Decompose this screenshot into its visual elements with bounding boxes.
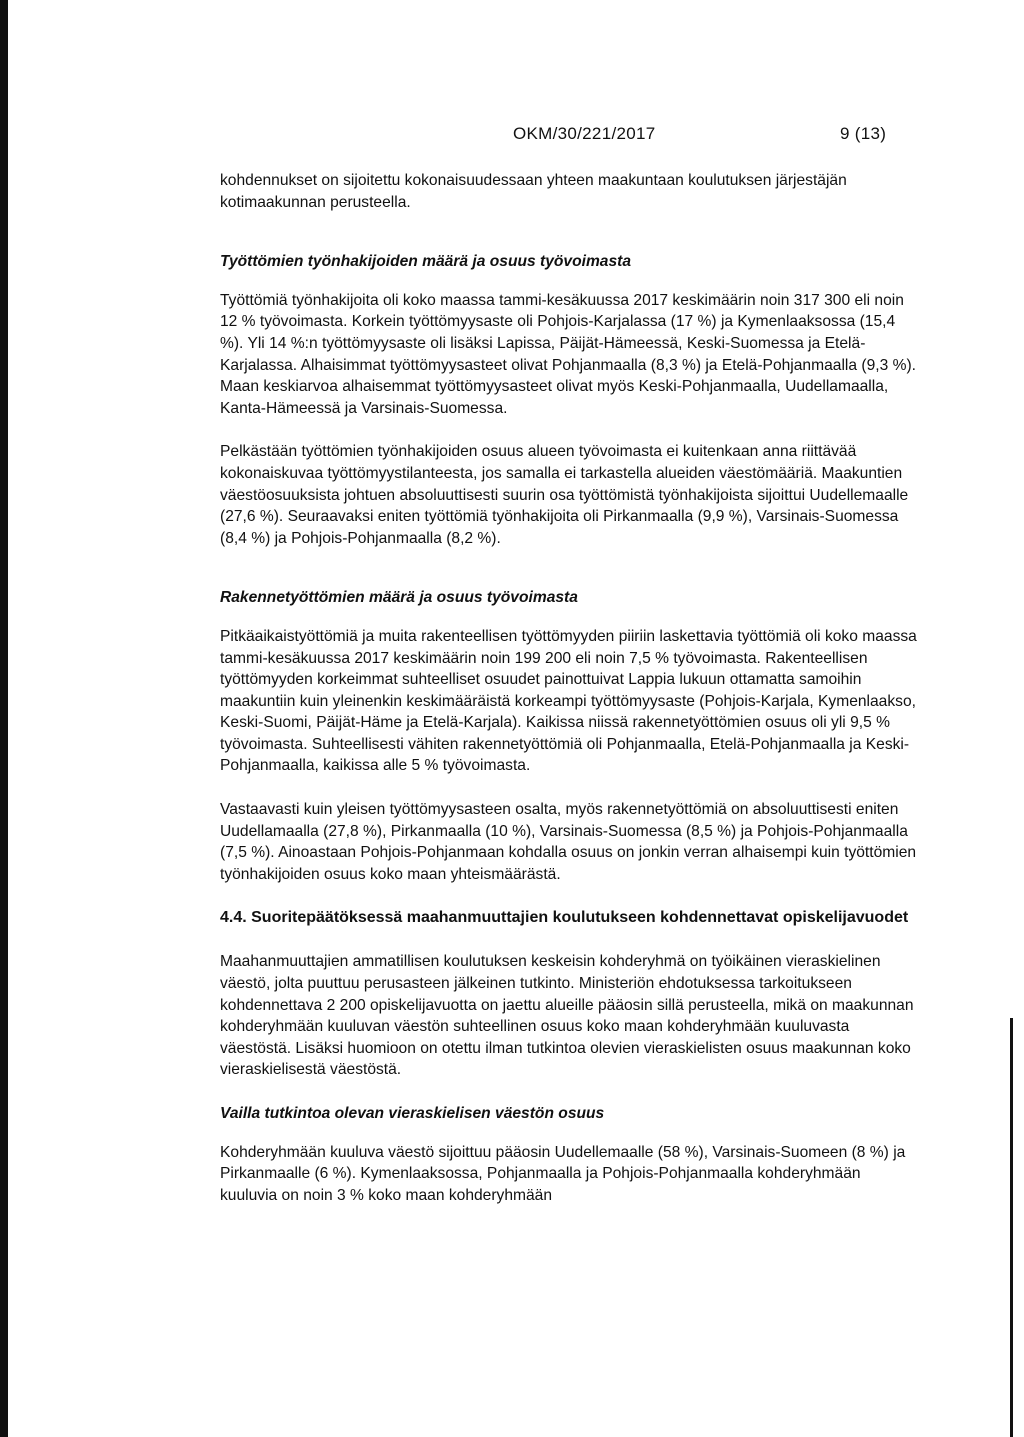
paragraph-foreign-language: Kohderyhmään kuuluva väestö sijoittuu pääosin Uudellemaalle (58 %), Varsinais-Suomeen (8 %) ja Pirkanmaalle (6 %). Kymenlaaksossa, Pohjanmaalla ja Pohjois-Pohjanmaalla kohderyhmään kuuluvia on noin 3 % koko maan kohderyhmään bbox=[220, 1143, 906, 1204]
scan-edge bbox=[0, 0, 8, 1437]
heading-structural-unemployed: Rakennetyöttömien määrä ja osuus työvoimasta bbox=[220, 589, 578, 607]
paragraph-unemployed-2: Pelkästään työttömien työnhakijoiden osuus alueen työvoimasta ei kuitenkaan anna riittävää kokonaiskuvaa työttömyystilanteesta, jos samalla ei tarkastella alueiden väestömääriä. Maakuntien väestöosuuksista johtuen absoluuttisesti suurin osa työttömistä työnhakijoista sijoittui Uudellemaalle (27,6 %). Seuraavaksi eniten työttömiä työnhakijoita oli Pirkanmaalla (9,9 %), Varsinais-Suomessa (8,4 %) ja Pohjois-Pohjanmaalla (8,2 %). bbox=[220, 443, 909, 547]
paragraph-intro: kohdennukset on sijoitettu kokonaisuudessaan yhteen maakuntaan koulutuksen järjestäjän kotimaakunnan perusteella. bbox=[220, 172, 847, 211]
paragraph-unemployed-1: Työttömiä työnhakijoita oli koko maassa tammi-kesäkuussa 2017 keskimäärin noin 317 300 eli noin 12 % työvoimasta. Korkein työttömyysaste oli Pohjois-Karjalassa (17 %) ja Kymenlaaksossa (15,4 %). Yli 14 %:n työttömyysaste oli lisäksi Lapissa, Päijät-Hämeessä, Keski-Suomessa ja Etelä-Karjalassa. Alhaisimmat työttömyysasteet olivat Pohjanmaalla (8,3 %) ja Etelä-Pohjanmaalla (9,3 %). Maan keskiarvoa alhaisemmat työttömyysasteet olivat myös Keski-Pohjanmaalla, Uudellamaalla, Kanta-Hämeessä ja Varsinais-Suomessa. bbox=[220, 291, 916, 417]
margin-rule bbox=[1010, 1018, 1013, 1437]
heading-section-4-4: 4.4. Suoritepäätöksessä maahanmuuttajien koulutukseen kohdennettavat opiskelijavuodet bbox=[220, 909, 909, 927]
paragraph-structural-2: Vastaavasti kuin yleisen työttömyysasteen osalta, myös rakennetyöttömiä on absoluuttisesti eniten Uudellamaalla (27,8 %), Pirkanmaalla (10 %), Varsinais-Suomessa (8,5 %) ja Pohjois-Pohjanmaalla (7,5 %). Ainoastaan Pohjois-Pohjanmaan kohdalla osuus on jonkin verran alhaisempi kuin työttömien työnhakijoiden osuus koko maan yhteismäärästä. bbox=[220, 801, 917, 883]
paragraph-immigrants: Maahanmuuttajien ammatillisen koulutuksen keskeisin kohderyhmä on työikäinen vieraskielinen väestö, jolta puuttuu perusasteen jälkeinen tutkinto. Ministeriön ehdotuksessa tarkoitukseen kohdennettava 2 200 opiskelijavuotta on jaettu alueille pääosin sillä perusteella, mikä on maakunnan kohderyhmään kuuluvan väestön suhteellinen osuus koko maan kohderyhmään kuuluvasta väestöstä. Lisäksi huomioon on otettu ilman tutkintoa olevien vieraskielisten osuus maakunnan koko vieraskielisestä väestöstä. bbox=[220, 953, 914, 1079]
heading-foreign-language-population: Vailla tutkintoa olevan vieraskielisen väestön osuus bbox=[220, 1105, 605, 1122]
heading-unemployed-jobseekers: Työttömien työnhakijoiden määrä ja osuus työvoimasta bbox=[220, 253, 632, 271]
document-reference: OKM/30/221/2017 bbox=[513, 124, 656, 143]
document-body bbox=[220, 170, 920, 1228]
paragraph-structural-1: Pitkäaikaistyöttömiä ja muita rakenteellisen työttömyyden piiriin laskettavia työttömiä oli koko maassa tammi-kesäkuussa 2017 keskimäärin noin 199 200 eli noin 7,5 % työvoimasta. Rakenteellisen työttömyyden korkeimmat suhteelliset osuudet painottuivat Lappia lukuun ottamatta samoihin maakuntiin kuin yleinenkin keskimääräistä korkeampi työttömyysaste (Pohjois-Karjala, Kymenlaakso, Keski-Suomi, Päijät-Häme ja Etelä-Karjala). Kaikissa niissä rakennetyöttömien osuus oli yli 9,5 % työvoimasta. Suhteellisesti vähiten rakennetyöttömiä oli Pohjanmaalla, Etelä-Pohjanmaalla ja Keski-Pohjanmaalla, kaikissa alle 5 % työvoimasta. bbox=[220, 627, 917, 775]
page-number: 9 (13) bbox=[840, 124, 887, 143]
